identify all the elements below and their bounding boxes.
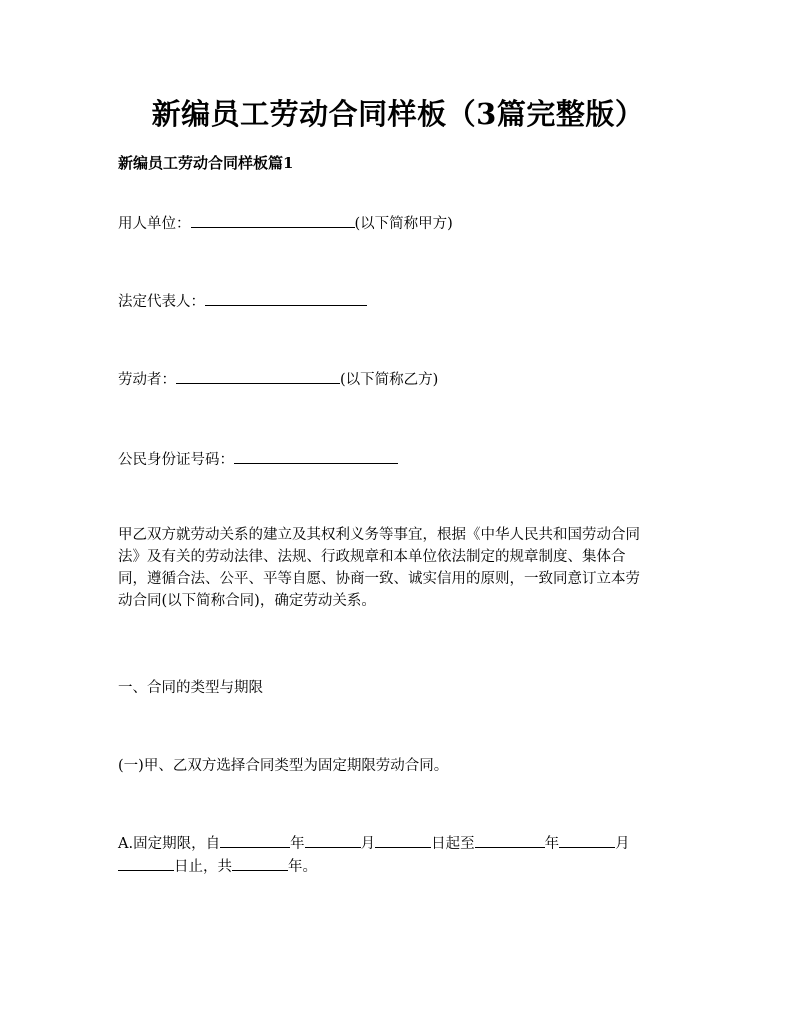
end-year-label: 年: [544, 836, 560, 852]
id-number-line: [118, 448, 398, 469]
end-day-blank: [118, 856, 174, 871]
worker-label: 劳动者：: [118, 372, 176, 388]
fixed-term-line-1: [118, 832, 630, 853]
worker-line: [118, 368, 438, 389]
id-number-blank: [234, 449, 398, 464]
start-month-blank: [305, 833, 361, 848]
section-subtitle: 新编员工劳动合同样板篇1: [118, 154, 294, 172]
total-years-label: 年。: [288, 859, 317, 875]
representative-line: [118, 290, 367, 311]
end-month-label: 月: [615, 836, 630, 852]
id-number-label: 公民身份证号码：: [118, 452, 234, 468]
start-year-label: 年: [290, 836, 305, 852]
total-years-blank: [232, 856, 288, 871]
employer-blank: [191, 213, 355, 228]
end-year-blank: [475, 833, 545, 848]
start-year-blank: [220, 833, 290, 848]
section1-heading: 一、合同的类型与期限: [118, 680, 263, 696]
start-month-label: 月: [360, 836, 376, 852]
intro-line: 动合同(以下简称合同)，确定劳动关系。: [118, 593, 376, 609]
representative-label: 法定代表人：: [118, 294, 205, 310]
fixed-term-prefix: A.固定期限，自: [118, 836, 221, 852]
intro-line: 法》及有关的劳动法律、法规、行政规章和本单位依法制定的规章制度、集体合: [118, 549, 626, 565]
worker-blank: [176, 369, 340, 384]
document-title: 新编员工劳动合同样板（3篇完整版）: [151, 97, 645, 131]
section1-item1: (一)甲、乙双方选择合同类型为固定期限劳动合同。: [118, 758, 449, 774]
start-day-blank: [375, 833, 431, 848]
worker-suffix: (以下简称乙方): [340, 372, 439, 388]
start-day-label: 日起至: [431, 836, 475, 852]
end-month-blank: [559, 833, 615, 848]
employer-line: [118, 212, 453, 233]
intro-line: 同，遵循合法、公平、平等自愿、协商一致、诚实信用的原则，一致同意订立本劳: [118, 571, 640, 587]
end-day-label: 日止，共: [174, 859, 232, 875]
intro-line: 甲乙双方就劳动关系的建立及其权利义务等事宜，根据《中华人民共和国劳动合同: [118, 527, 640, 543]
employer-label: 用人单位：: [118, 216, 191, 232]
intro-paragraph: [118, 524, 688, 612]
employer-suffix: (以下简称甲方): [354, 216, 453, 232]
representative-blank: [205, 291, 367, 306]
fixed-term-line-2: [118, 855, 317, 876]
